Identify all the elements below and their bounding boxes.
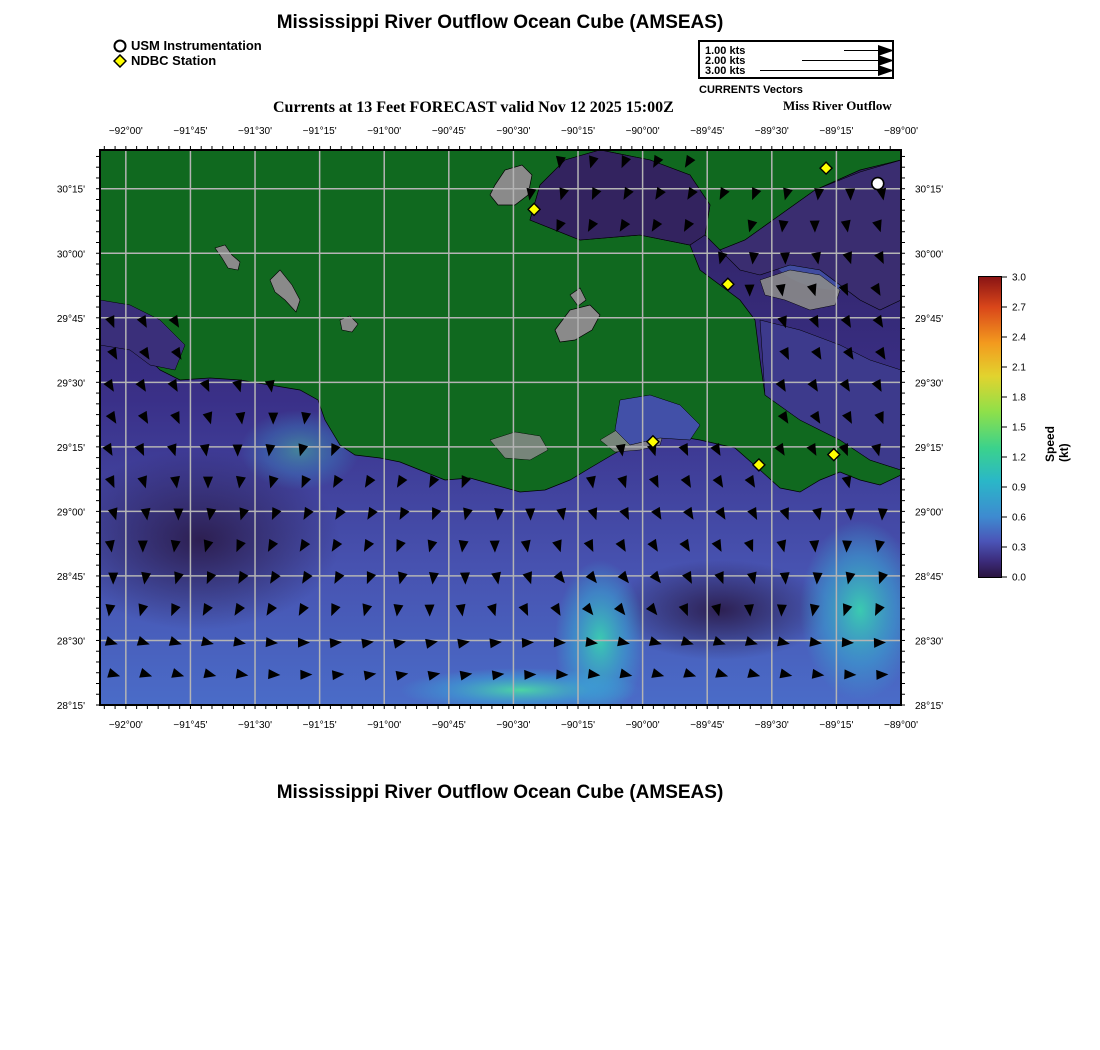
lat-label-left: 28°15' bbox=[56, 701, 85, 712]
lon-label-top: −89°30' bbox=[754, 126, 789, 137]
colorbar-tick-label: 0.9 bbox=[1012, 482, 1026, 494]
colorbar-tick-label: 2.7 bbox=[1012, 302, 1026, 314]
vector-key-caption: CURRENTS Vectors bbox=[699, 84, 803, 96]
colorbar-tick-label: 0.0 bbox=[1012, 572, 1026, 584]
lon-label-top: −89°45' bbox=[690, 126, 725, 137]
lat-label-right: 28°45' bbox=[915, 571, 944, 583]
lon-label-bottom: −89°00' bbox=[884, 720, 918, 731]
lon-label-top: −90°00' bbox=[625, 126, 660, 137]
lat-label-right: 30°00' bbox=[915, 249, 944, 261]
colorbar-tick-label: 0.6 bbox=[1012, 512, 1026, 524]
region-label: Miss River Outflow bbox=[783, 98, 892, 113]
lon-label-top: −90°45' bbox=[431, 126, 466, 137]
lon-label-top: −91°30' bbox=[238, 126, 273, 137]
lat-label-left: 30°00' bbox=[56, 249, 85, 261]
lon-label-bottom: −89°30' bbox=[754, 720, 789, 731]
colorbar-gradient bbox=[979, 277, 1001, 577]
figure-title-repeat: Mississippi River Outflow Ocean Cube (AMSEAS) bbox=[276, 782, 724, 803]
lon-label-bottom: −91°00' bbox=[367, 720, 402, 731]
lat-label-left: 29°45' bbox=[56, 313, 85, 325]
lat-label-right: 29°15' bbox=[915, 442, 944, 454]
vector-key-row-3: 3.00 kts bbox=[705, 65, 746, 77]
map-subtitle: Currents at 13 Feet FORECAST valid Nov 12 2025 15:00Z bbox=[273, 99, 674, 116]
lon-label-bottom: −90°30' bbox=[496, 720, 531, 731]
lat-label-right: 30°15' bbox=[915, 184, 944, 196]
lat-label-left: 28°45' bbox=[56, 571, 85, 583]
colorbar bbox=[978, 276, 1002, 578]
vector-key-row-2: 2.00 kts bbox=[705, 55, 746, 67]
lon-label-bottom: −89°15' bbox=[819, 720, 854, 731]
vector-key-row-1: 1.00 kts bbox=[705, 45, 746, 57]
lon-label-bottom: −90°45' bbox=[431, 720, 466, 731]
usm-station-marker bbox=[872, 178, 884, 190]
lon-label-top: −91°15' bbox=[302, 126, 337, 137]
lat-label-right: 28°30' bbox=[915, 636, 944, 648]
lat-label-left: 29°15' bbox=[56, 442, 85, 454]
lon-label-top: −91°45' bbox=[173, 126, 208, 137]
lon-label-top: −91°00' bbox=[367, 126, 402, 137]
lon-label-bottom: −91°15' bbox=[302, 720, 337, 731]
lon-label-bottom: −90°00' bbox=[625, 720, 660, 731]
colorbar-tick-label: 3.0 bbox=[1012, 272, 1026, 284]
lon-label-bottom: −92°00' bbox=[108, 720, 143, 731]
lat-label-left: 30°15' bbox=[56, 184, 85, 196]
colorbar-tick-label: 2.4 bbox=[1012, 332, 1026, 344]
lon-label-top: −89°15' bbox=[819, 126, 854, 137]
colorbar-tick-label: 1.2 bbox=[1012, 452, 1026, 464]
ndbc-legend-label: NDBC Station bbox=[131, 53, 217, 68]
lat-label-right: 29°00' bbox=[915, 507, 944, 519]
lat-label-left: 28°30' bbox=[56, 636, 85, 648]
lon-label-top: −92°00' bbox=[108, 126, 143, 137]
lat-label-right: 28°15' bbox=[915, 701, 944, 712]
colorbar-tick-label: 2.1 bbox=[1012, 362, 1026, 374]
lon-label-bottom: −89°45' bbox=[690, 720, 725, 731]
colorbar-tick-label: 1.5 bbox=[1012, 422, 1026, 434]
lon-label-bottom: −91°45' bbox=[173, 720, 208, 731]
lon-label-top: −90°30' bbox=[496, 126, 531, 137]
lat-label-right: 29°45' bbox=[915, 313, 944, 325]
lat-label-left: 29°00' bbox=[56, 507, 85, 519]
lon-label-bottom: −90°15' bbox=[561, 720, 596, 731]
usm-legend-label: USM Instrumentation bbox=[131, 38, 262, 53]
lon-label-bottom: −91°30' bbox=[238, 720, 273, 731]
colorbar-tick-label: 0.3 bbox=[1012, 542, 1026, 554]
lat-label-left: 29°30' bbox=[56, 378, 85, 390]
lon-label-top: −89°00' bbox=[884, 126, 918, 137]
colorbar-label: Speed (kt) bbox=[1043, 425, 1071, 462]
lon-label-top: −90°15' bbox=[561, 126, 596, 137]
colorbar-tick-label: 1.8 bbox=[1012, 392, 1026, 404]
figure-title: Mississippi River Outflow Ocean Cube (AMSEAS) bbox=[276, 12, 724, 33]
lat-label-right: 29°30' bbox=[915, 378, 944, 390]
